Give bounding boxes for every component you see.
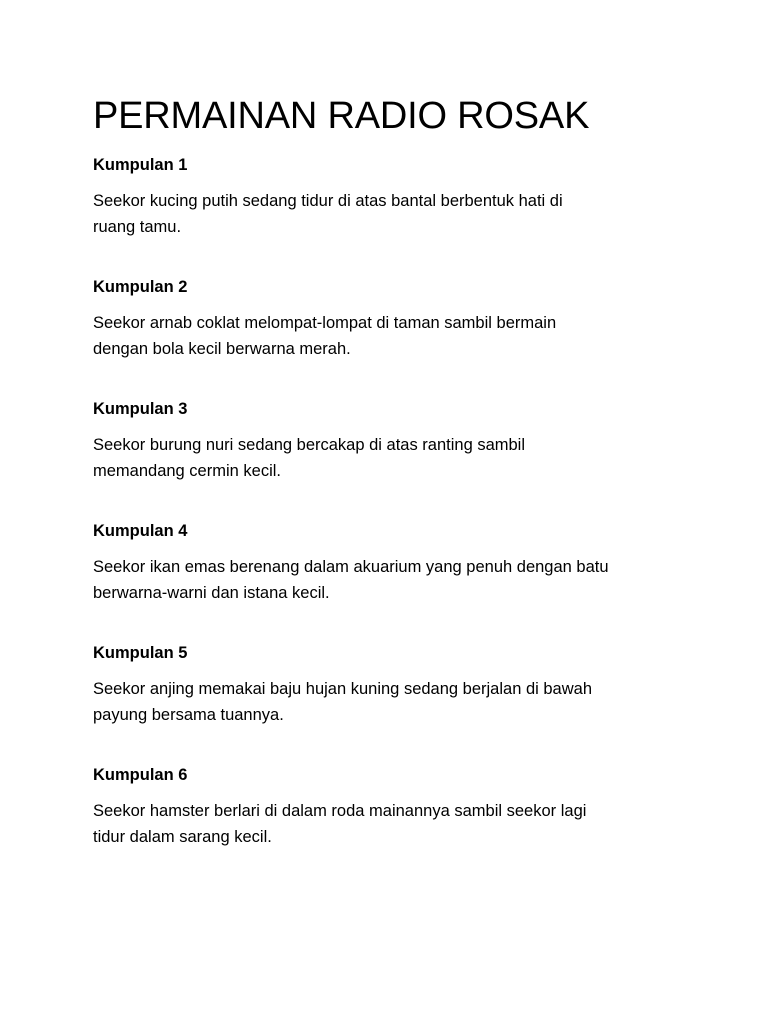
- text-line: Seekor kucing putih sedang tidur di atas bantal berbentuk hati di: [93, 192, 563, 210]
- group-section-3: [93, 397, 693, 484]
- group-section-5: [93, 641, 693, 728]
- group-text: [93, 554, 693, 606]
- text-line: dengan bola kecil berwarna merah.: [93, 340, 351, 358]
- group-text: [93, 798, 693, 850]
- document-page: [93, 91, 693, 850]
- text-line: Seekor arnab coklat melompat-lompat di taman sambil bermain: [93, 314, 557, 332]
- text-line: memandang cermin kecil.: [93, 462, 281, 480]
- text-line: Seekor hamster berlari di dalam roda mainannya sambil seekor lagi: [93, 802, 587, 820]
- group-heading: Kumpulan 2: [93, 278, 188, 296]
- group-section-2: [93, 275, 693, 362]
- group-heading: Kumpulan 4: [93, 522, 188, 540]
- group-heading: Kumpulan 6: [93, 766, 188, 784]
- text-line: Seekor burung nuri sedang bercakap di atas ranting sambil: [93, 436, 526, 454]
- group-text: [93, 432, 693, 484]
- group-text: [93, 188, 693, 240]
- text-line: Seekor ikan emas berenang dalam akuarium yang penuh dengan batu: [93, 558, 609, 576]
- group-heading: Kumpulan 3: [93, 400, 188, 418]
- group-section-4: [93, 519, 693, 606]
- group-text: [93, 310, 693, 362]
- group-text: [93, 676, 693, 728]
- group-section-6: [93, 763, 693, 850]
- text-line: payung bersama tuannya.: [93, 706, 284, 724]
- group-heading: Kumpulan 1: [93, 156, 188, 174]
- group-section-1: [93, 153, 693, 240]
- group-heading: Kumpulan 5: [93, 644, 188, 662]
- document-title: PERMAINAN RADIO ROSAK: [93, 95, 590, 137]
- text-line: ruang tamu.: [93, 218, 182, 236]
- text-line: tidur dalam sarang kecil.: [93, 828, 272, 846]
- text-line: Seekor anjing memakai baju hujan kuning sedang berjalan di bawah: [93, 680, 593, 698]
- text-line: berwarna-warni dan istana kecil.: [93, 584, 330, 602]
